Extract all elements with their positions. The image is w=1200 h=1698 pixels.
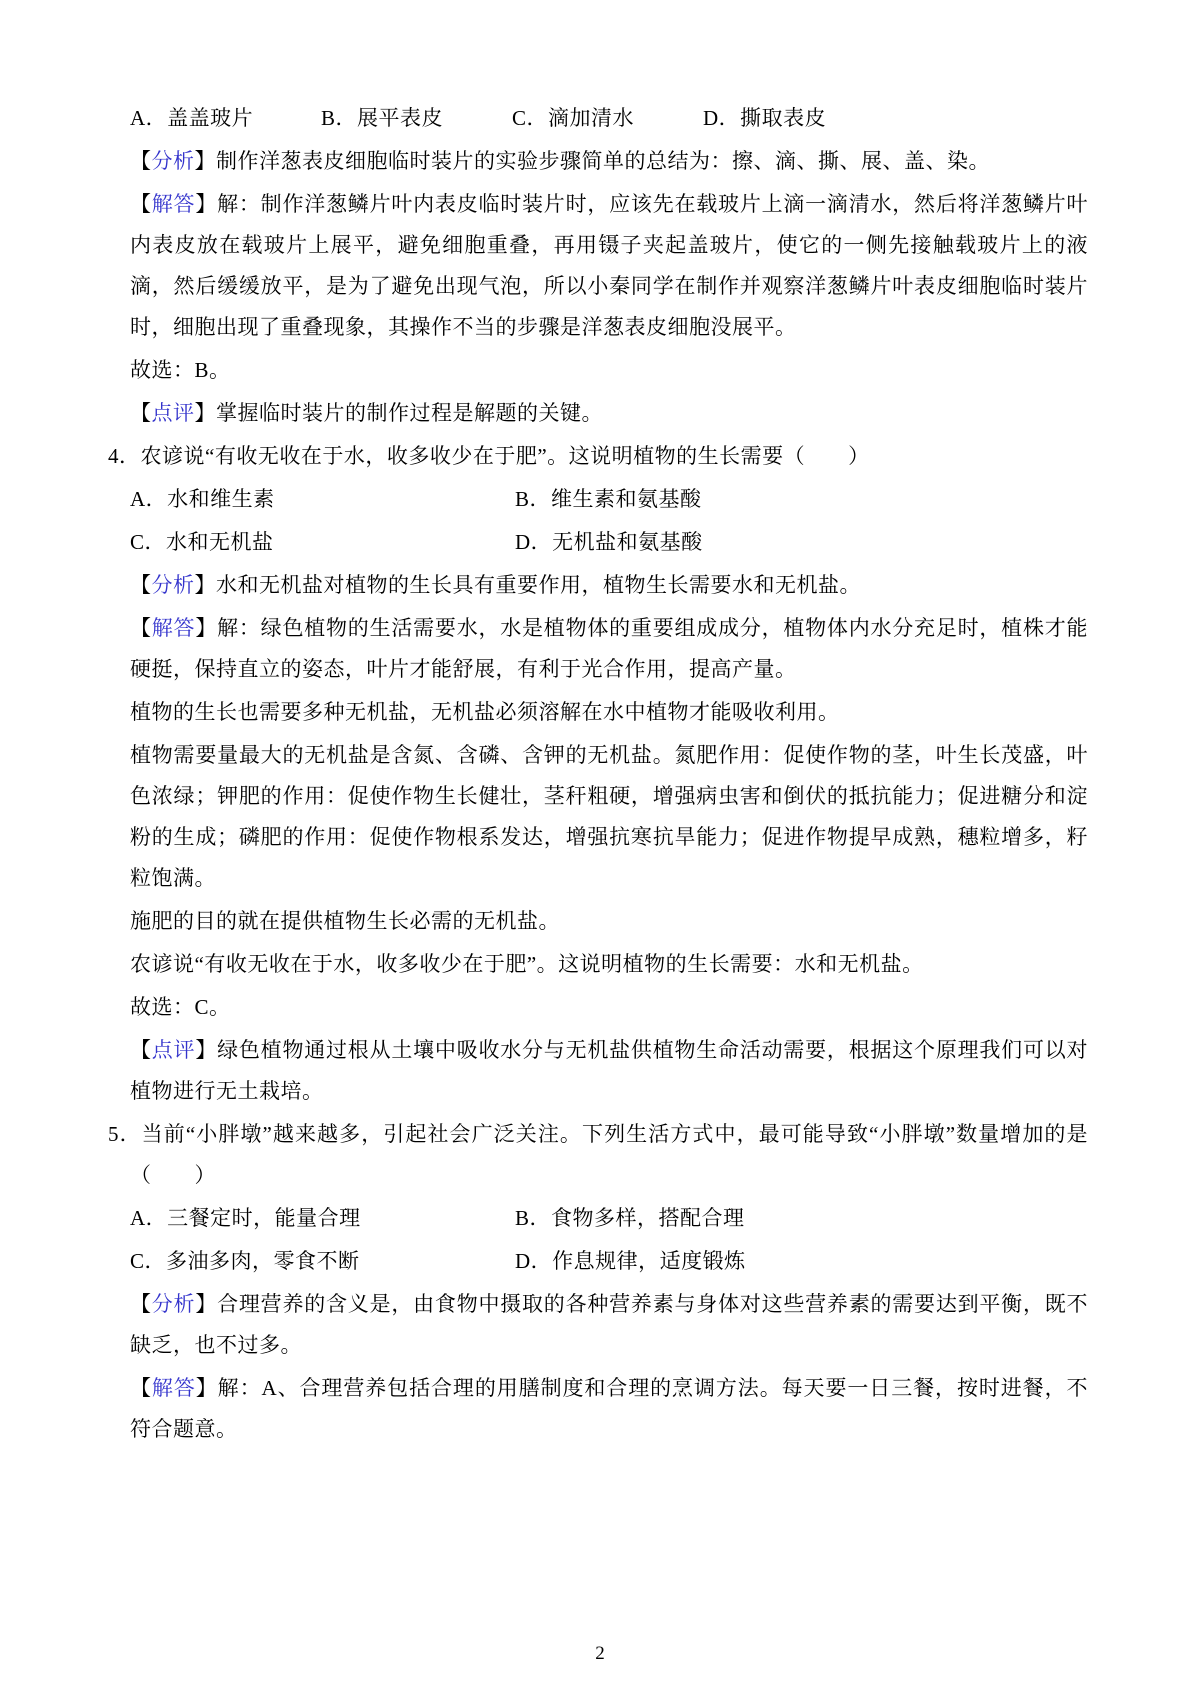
tagged-paragraph: 【解答】解：绿色植物的生活需要水，水是植物体的重要组成成分，植物体内水分充足时，植株才能硬挺，保持直立的姿态，叶片才能舒展，有利于光合作用，提高产量。: [130, 616, 1089, 681]
section-label: 解答: [151, 1376, 196, 1400]
options-row: [130, 1198, 1088, 1239]
section-label: 解答: [151, 192, 196, 216]
tagged-paragraph: 【点评】绿色植物通过根从土壤中吸收水分与无机盐供植物生命活动需要，根据这个原理我们可以对植物进行无土栽培。: [130, 1038, 1089, 1103]
tagged-paragraph: 【分析】制作洋葱表皮细胞临时装片的实验步骤简单的总结为：擦、滴、撕、展、盖、染。: [130, 149, 990, 173]
option: A．盖盖玻片: [130, 106, 254, 130]
option: C．水和无机盐: [130, 530, 274, 554]
paragraph: 故选：C。: [130, 995, 231, 1019]
page-number: 2: [595, 1643, 605, 1664]
options-row: [130, 1241, 1088, 1282]
tagged-paragraph: 【解答】解：A、合理营养包括合理的用膳制度和合理的烹调方法。每天要一日三餐，按时进餐，不符合题意。: [130, 1376, 1089, 1441]
section-label: 分析: [151, 1292, 196, 1316]
paragraph: 植物的生长也需要多种无机盐，无机盐必须溶解在水中植物才能吸收利用。: [130, 700, 840, 724]
section-label: 分析: [151, 149, 195, 173]
question: 5．当前“小胖墩”越来越多，引起社会广泛关注。下列生活方式中，最可能导致“小胖墩”数量增加的是（ ）: [108, 1122, 1088, 1187]
tagged-paragraph: 【分析】合理营养的含义是，由食物中摄取的各种营养素与身体对这些营养素的需要达到平衡，既不缺乏，也不过多。: [130, 1292, 1089, 1357]
option: A．水和维生素: [130, 487, 275, 511]
section-label: 点评: [151, 401, 195, 425]
section-label: 分析: [151, 573, 195, 597]
paragraph: 植物需要量最大的无机盐是含氮、含磷、含钾的无机盐。氮肥作用：促使作物的茎，叶生长茂盛，叶色浓绿；钾肥的作用：促使作物生长健壮，茎秆粗硬，增强病虫害和倒伏的抵抗能力；促进糖分和淀粉的生成；磷肥的作用：促使作物根系发达，增强抗寒抗旱能力；促进作物提早成熟，穗粒增多，籽粒饱满。: [130, 743, 1088, 890]
options-row: [130, 522, 1088, 563]
document-body: [108, 98, 1089, 1452]
option: D．撕取表皮: [703, 106, 827, 130]
tagged-paragraph: 【分析】水和无机盐对植物的生长具有重要作用，植物生长需要水和无机盐。: [130, 573, 861, 597]
tagged-paragraph: 【点评】掌握临时装片的制作过程是解题的关键。: [130, 401, 603, 425]
paragraph: 故选：B。: [130, 358, 231, 382]
option: D．无机盐和氨基酸: [515, 530, 703, 554]
section-label: 解答: [151, 616, 196, 640]
section-label: 点评: [151, 1038, 196, 1062]
option: A．三餐定时，能量合理: [130, 1206, 361, 1230]
option: B．食物多样，搭配合理: [515, 1206, 745, 1230]
option: C．滴加清水: [512, 106, 635, 130]
option: C．多油多肉，零食不断: [130, 1249, 360, 1273]
question: 4．农谚说“有收无收在于水，收多收少在于肥”。这说明植物的生长需要（ ）: [108, 444, 870, 468]
options-row: [130, 98, 1088, 139]
option: B．展平表皮: [321, 106, 444, 130]
paragraph: 施肥的目的就在提供植物生长必需的无机盐。: [130, 909, 560, 933]
paragraph: 农谚说“有收无收在于水，收多收少在于肥”。这说明植物的生长需要：水和无机盐。: [130, 952, 924, 976]
option: D．作息规律，适度锻炼: [515, 1249, 746, 1273]
option: B．维生素和氨基酸: [515, 487, 702, 511]
options-row: [130, 479, 1088, 520]
tagged-paragraph: 【解答】解：制作洋葱鳞片叶内表皮临时装片时，应该先在载玻片上滴一滴清水，然后将洋葱鳞片叶内表皮放在载玻片上展平，避免细胞重叠，再用镊子夹起盖玻片，使它的一侧先接触载玻片上的液滴，然后缓缓放平，是为了避免出现气泡，所以小秦同学在制作并观察洋葱鳞片叶表皮细胞临时装片时，细胞出现了重叠现象，其操作不当的步骤是洋葱表皮细胞没展平。: [130, 192, 1089, 339]
